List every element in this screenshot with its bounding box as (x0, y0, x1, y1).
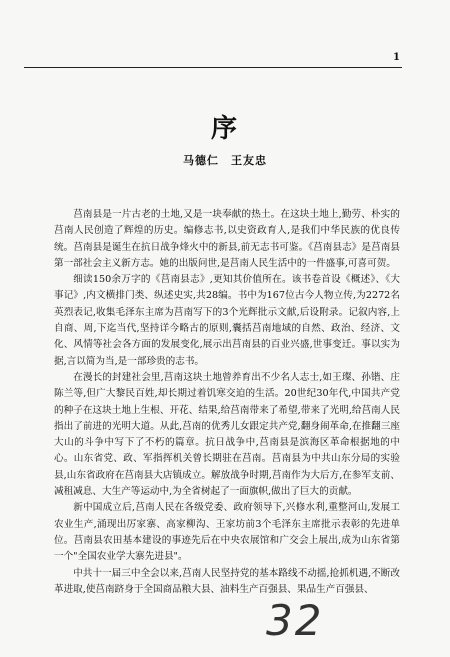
page-number: 1 (393, 52, 400, 63)
page-title: 序 (210, 114, 239, 144)
header-rule (24, 67, 402, 68)
paragraph: 新中国成立后,莒南人民在各级党委、政府领导下,兴修水利,重整河山,发展工农业生产,涌现出厉家寨、高家柳沟、王家坊前3个毛泽东主席批示表彰的先进单位。莒南县农田基本建设的事迹先后在中央农展馆和广交会上展出,成为山东省第一个"全国农业学大寨先进县"。 (54, 502, 400, 563)
paragraph: 中共十一届三中全会以来,莒南人民坚持党的基本路线不动摇,抢抓机遇,不断改革进取,使莒南跻身于全国商品粮大县、油料生产百强县、果品生产百强县、 (54, 567, 400, 595)
paragraph: 在漫长的封建社会里,莒南这块土地曾养育出不少名人志士,如王璨、孙锴、庄陈兰等,但广大黎民百姓,却长期过着饥寒交迫的生活。20世纪30年代,中国共产党的种子在这块土地上生根、开花、结果,给莒南带来了希望,带来了光明,给莒南人民指出了前进的光明大道。从此,莒南的优秀儿女跟定共产党,翻身闹革命,在推翻三座大山的斗争中写下了不朽的篇章。抗日战争中,莒南县是滨海区革命根据地的中心。山东省党、政、军指挥机关曾长期驻在莒南。莒南县为中共山东分局的实验县,山东省政府在莒南县大店镇成立。解放战争时期,莒南作为大后方,在参军支前、减租减息、大生产等运动中,为全省树起了一面旗帜,做出了巨大的贡献。 (54, 371, 400, 498)
paragraph: 莒南县是一片古老的土地,又是一块奉献的热土。在这块土地上,勤劳、朴实的莒南人民创造了辉煌的历史。编修志书,以史资政育人,是我们中华民族的优良传统。莒南县是诞生在抗日战争烽火中的新县,前无志书可鉴。《莒南县志》是莒南县第一部社会主义新方志。她的出版问世,是莒南人民生活中的一件盛事,可喜可贺。 (54, 209, 400, 269)
handwritten-page-note: 32 (266, 596, 324, 645)
authors-line: 马德仁 王友忠 (183, 154, 267, 167)
paragraph: 细读150余万字的《莒南县志》,更知其价值所在。该书卷首设《概述》、《大事记》,内文横排门类、纵述史实,共28编。书中为167位古今人物立传,为2272名英烈表记,收集毛泽东主席为莒南写下的3个光辉批示文献,后设附录。记叙内容,上自商、周,下迄当代,坚持详今略古的原则,囊括莒南地域的自然、政治、经济、文化、风情等社会各方面的发展变化,展示出莒南县的百业兴盛,世事变迁。事以实为据,言以简为当,是一部珍贵的志书。 (54, 274, 400, 367)
preface-body (54, 207, 400, 598)
